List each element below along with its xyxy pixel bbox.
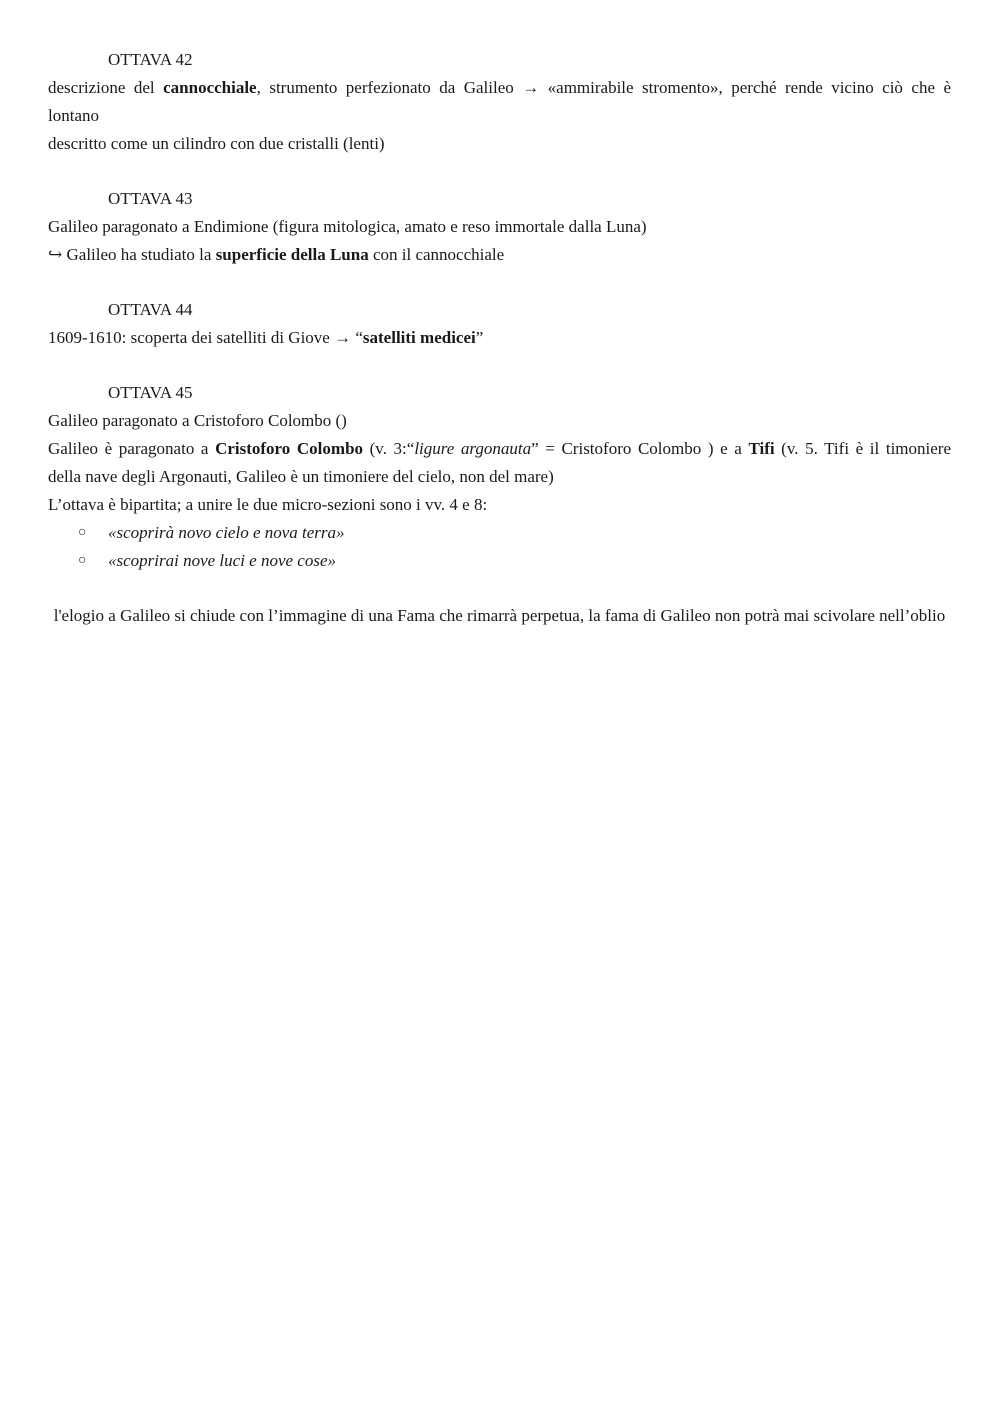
italic-quote: ligure argonauta bbox=[414, 439, 532, 458]
section-heading: OTTAVA 44 bbox=[108, 300, 193, 319]
paragraph bbox=[48, 435, 951, 463]
paragraph bbox=[48, 74, 951, 102]
list-item-text: «scoprirai nove luci e nove cose» bbox=[108, 551, 337, 570]
text-run: ” = Cristoforo Colombo ) e a bbox=[531, 439, 749, 458]
spacer bbox=[48, 352, 951, 379]
text-run: , strumento perfezionato da Galileo → «ammirabile stromento», perché rende vicino ciò che è bbox=[256, 78, 951, 97]
paragraph: Galileo paragonato a Endimione (figura mitologica, amato e reso immortale dalla Luna) bbox=[48, 217, 647, 236]
circle-bullet-icon: ○ bbox=[78, 525, 87, 540]
bold-term: Tifi bbox=[748, 439, 775, 458]
paragraph: Galileo paragonato a Cristoforo Colombo () bbox=[48, 411, 347, 430]
bold-term: Cristoforo Colombo bbox=[215, 439, 364, 458]
section-heading: OTTAVA 42 bbox=[108, 50, 193, 69]
closing-paragraph: l'elogio a Galileo si chiude con l’immagine di una Fama che rimarrà perpetua, la fama di Galileo non potrà mai scivolare nell’oblio bbox=[53, 606, 946, 625]
text-run: descrizione del bbox=[48, 78, 164, 97]
list-item bbox=[48, 519, 951, 547]
circle-bullet-icon: ○ bbox=[78, 553, 87, 568]
bold-term: superficie della Luna bbox=[215, 245, 369, 264]
text-run: ↪ Galileo ha studiato la bbox=[48, 245, 216, 264]
text-run: ” bbox=[475, 328, 484, 347]
paragraph bbox=[48, 324, 951, 352]
paragraph bbox=[48, 241, 951, 269]
list-item-text: «scoprirà novo cielo e nova terra» bbox=[108, 523, 345, 542]
section-heading: OTTAVA 43 bbox=[108, 189, 193, 208]
paragraph: descritto come un cilindro con due cristalli (lenti) bbox=[48, 134, 385, 153]
spacer bbox=[48, 158, 951, 185]
text-run: (v. 3:“ bbox=[363, 439, 415, 458]
paragraph: L’ottava è bipartita; a unire le due micro-sezioni sono i vv. 4 e 8: bbox=[48, 495, 488, 514]
spacer bbox=[48, 269, 951, 296]
section-heading: OTTAVA 45 bbox=[108, 383, 193, 402]
list-item bbox=[48, 547, 951, 575]
spacer bbox=[48, 575, 951, 602]
paragraph-continuation: della nave degli Argonauti, Galileo è un timoniere del cielo, non del mare) bbox=[48, 467, 554, 486]
paragraph-continuation: lontano bbox=[48, 106, 99, 125]
bold-term: satelliti medicei bbox=[362, 328, 476, 347]
text-run: con il cannocchiale bbox=[368, 245, 505, 264]
document-page bbox=[48, 46, 951, 630]
text-run: (v. 5. Tifi è il timoniere bbox=[774, 439, 952, 458]
text-run: Galileo è paragonato a bbox=[48, 439, 216, 458]
text-run: 1609-1610: scoperta dei satelliti di Giove → “ bbox=[48, 328, 363, 347]
bold-term: cannocchiale bbox=[163, 78, 257, 97]
